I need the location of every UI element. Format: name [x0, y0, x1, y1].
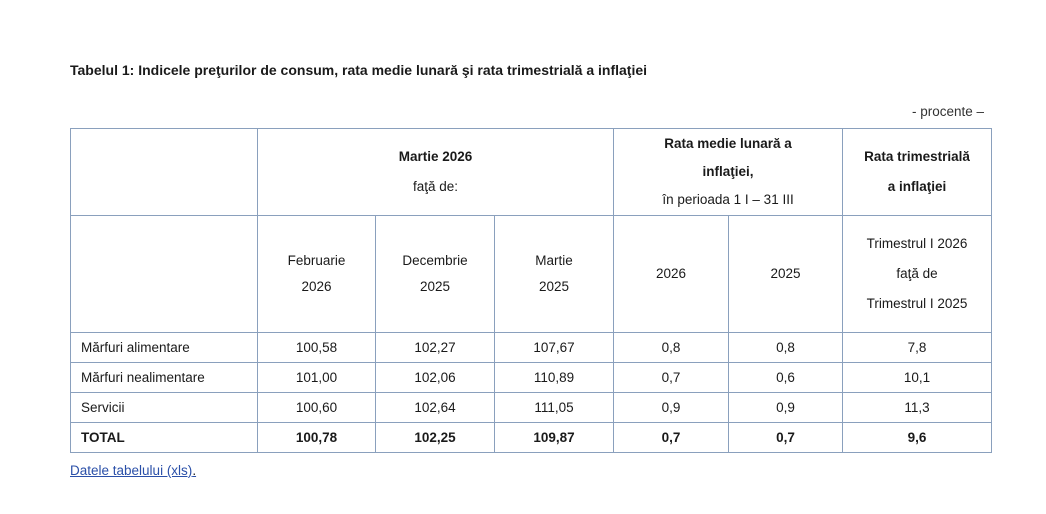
subheader-decembrie-2025: [376, 216, 495, 333]
cell-rate-2026: 0,9: [614, 393, 729, 423]
subheader-trimestrul: [843, 216, 992, 333]
header-rata-trim-line2: a inflaţiei: [887, 179, 947, 194]
cell-mar: 107,67: [495, 333, 614, 363]
subheader-tri-line2: faţă de: [896, 266, 938, 281]
header-rata-trim-line1: Rata trimestrială: [864, 149, 970, 164]
cell-trim: 7,8: [843, 333, 992, 363]
subheader-tri-line3: Trimestrul I 2025: [866, 296, 968, 311]
xls-download-link[interactable]: Datele tabelului (xls): [70, 463, 193, 478]
cell-rate-2026: 0,8: [614, 333, 729, 363]
header-rata-medie-period: în perioada 1 I – 31 III: [662, 192, 794, 207]
cell-rate-2025: 0,7: [729, 423, 843, 453]
header-row-label-cell: [71, 216, 258, 333]
header-group-rata-medie: [614, 129, 843, 216]
subheader-feb-month: Februarie: [287, 253, 346, 268]
cell-rate-2025: 0,6: [729, 363, 843, 393]
cell-rate-2026: 0,7: [614, 423, 729, 453]
table-row: [71, 393, 992, 423]
cell-trim: 11,3: [843, 393, 992, 423]
subheader-feb-year: 2026: [301, 279, 332, 294]
cell-feb: 100,78: [258, 423, 376, 453]
table-title: Tabelul 1: Indicele preţurilor de consum, rata medie lunară şi rata trimestrială a inflaţiei: [70, 62, 648, 78]
cell-dec: 102,06: [376, 363, 495, 393]
header-group-rata-trimestriala: [843, 129, 992, 216]
header-rata-medie-line1: Rata medie lunară a: [664, 136, 792, 151]
cell-rate-2025: 0,9: [729, 393, 843, 423]
cell-rate-2025: 0,8: [729, 333, 843, 363]
cell-trim: 9,6: [843, 423, 992, 453]
cell-feb: 100,60: [258, 393, 376, 423]
subheader-dec-year: 2025: [419, 279, 451, 294]
subheader-februarie-2026: [258, 216, 376, 333]
cell-trim: 10,1: [843, 363, 992, 393]
subheader-2025: 2025: [729, 216, 843, 333]
subheader-dec-month: Decembrie: [402, 253, 468, 268]
cpi-table: [70, 128, 992, 453]
link-suffix: .: [192, 463, 197, 478]
cell-feb: 100,58: [258, 333, 376, 363]
header-group-martie-subtitle: faţă de:: [412, 179, 459, 194]
cell-feb: 101,00: [258, 363, 376, 393]
corner-cell: [71, 129, 258, 216]
table-row-total: [71, 423, 992, 453]
unit-label: - procente –: [911, 104, 984, 119]
subheader-2026: 2026: [614, 216, 729, 333]
table-row: [71, 333, 992, 363]
header-group-martie: [258, 129, 614, 216]
subheader-martie-2025: [495, 216, 614, 333]
table-data-download: [70, 463, 196, 478]
subheader-tri-line1: Trimestrul I 2026: [866, 236, 968, 251]
header-rata-medie-line2: inflaţiei,: [702, 164, 754, 179]
cell-mar: 109,87: [495, 423, 614, 453]
table-row: [71, 363, 992, 393]
row-label: Mărfuri nealimentare: [71, 363, 258, 393]
header-group-martie-title: Martie 2026: [398, 149, 473, 164]
cell-dec: 102,64: [376, 393, 495, 423]
subheader-mar-year: 2025: [538, 279, 570, 294]
cell-mar: 110,89: [495, 363, 614, 393]
subheader-mar-month: Martie: [535, 253, 573, 268]
row-label-total: TOTAL: [71, 423, 258, 453]
row-label: Servicii: [71, 393, 258, 423]
cell-dec: 102,25: [376, 423, 495, 453]
cell-rate-2026: 0,7: [614, 363, 729, 393]
cell-dec: 102,27: [376, 333, 495, 363]
row-label: Mărfuri alimentare: [71, 333, 258, 363]
cell-mar: 111,05: [495, 393, 614, 423]
